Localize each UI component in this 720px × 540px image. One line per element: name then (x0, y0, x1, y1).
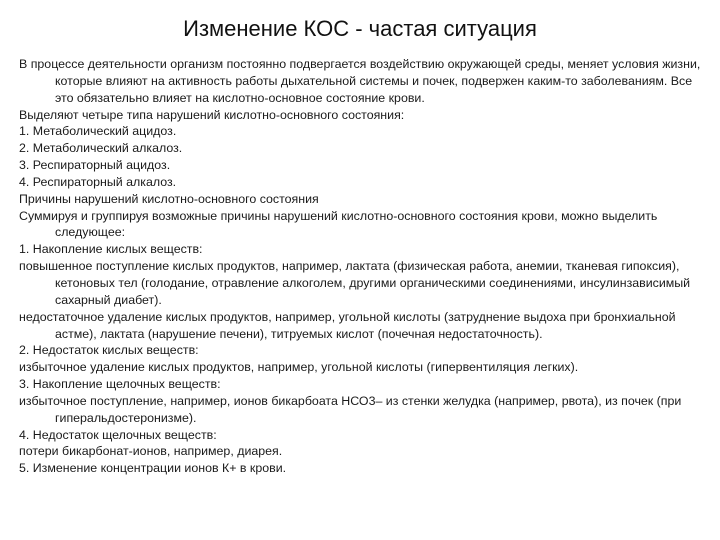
list-item: 3. Респираторный ацидоз. (19, 158, 171, 173)
causes-heading: Причины нарушений кислотно-основного состояния (19, 191, 319, 206)
cause-detail: потери бикарбонат-ионов, например, диарея. (19, 444, 283, 459)
list-item: 4. Респираторный алкалоз. (19, 174, 177, 189)
cause-detail: повышенное поступление кислых продуктов, например, лактата (физическая работа, анемии, тканевая гипоксия), кетоновых тел (голодание, отравление алкоголем, другими органическими соединениями, инсулинзависимый сахарный диабет). (19, 259, 691, 307)
cause-heading: 4. Недостаток щелочных веществ: (19, 427, 217, 442)
list-item: 1. Метаболический ацидоз. (19, 124, 177, 139)
cause-detail: недостаточное удаление кислых продуктов, например, угольной кислоты (затруднение выдоха при бронхиальной астме), лактата (нарушение печени), титруемых кислот (почечная недостаточность). (19, 309, 676, 341)
slide-title: Изменение КОС - частая ситуация (183, 16, 537, 41)
list-item: 2. Метаболический алкалоз. (19, 141, 183, 156)
types-heading: Выделяют четыре типа нарушений кислотно-основного состояния: (19, 107, 405, 122)
slide-body (19, 56, 704, 477)
causes-intro: Суммируя и группируя возможные причины нарушений кислотно-основного состояния крови, можно выделить следующее: (19, 208, 658, 240)
cause-heading: 2. Недостаток кислых веществ: (19, 343, 199, 358)
cause-heading: 3. Накопление щелочных веществ: (19, 377, 221, 392)
intro-paragraph: В процессе деятельности организм постоянно подвергается воздействию окружающей среды, меняет условия жизни, которые влияют на активность работы дыхательной системы и почек, подвержен каким-то заболеваниям. Все это обязательно влияет на кислотно-основное состояние крови. (19, 57, 701, 105)
cause-heading: 1. Накопление кислых веществ: (19, 242, 203, 257)
cause-detail: избыточное удаление кислых продуктов, например, угольной кислоты (гипервентиляция легких). (19, 360, 579, 375)
cause-heading: 5. Изменение концентрации ионов К+ в крови. (19, 461, 287, 476)
cause-detail: избыточное поступление, например, ионов бикарбоата НСО3– из стенки желудка (например, рвота), из почек (при гиперальдостеронизме). (19, 393, 682, 425)
